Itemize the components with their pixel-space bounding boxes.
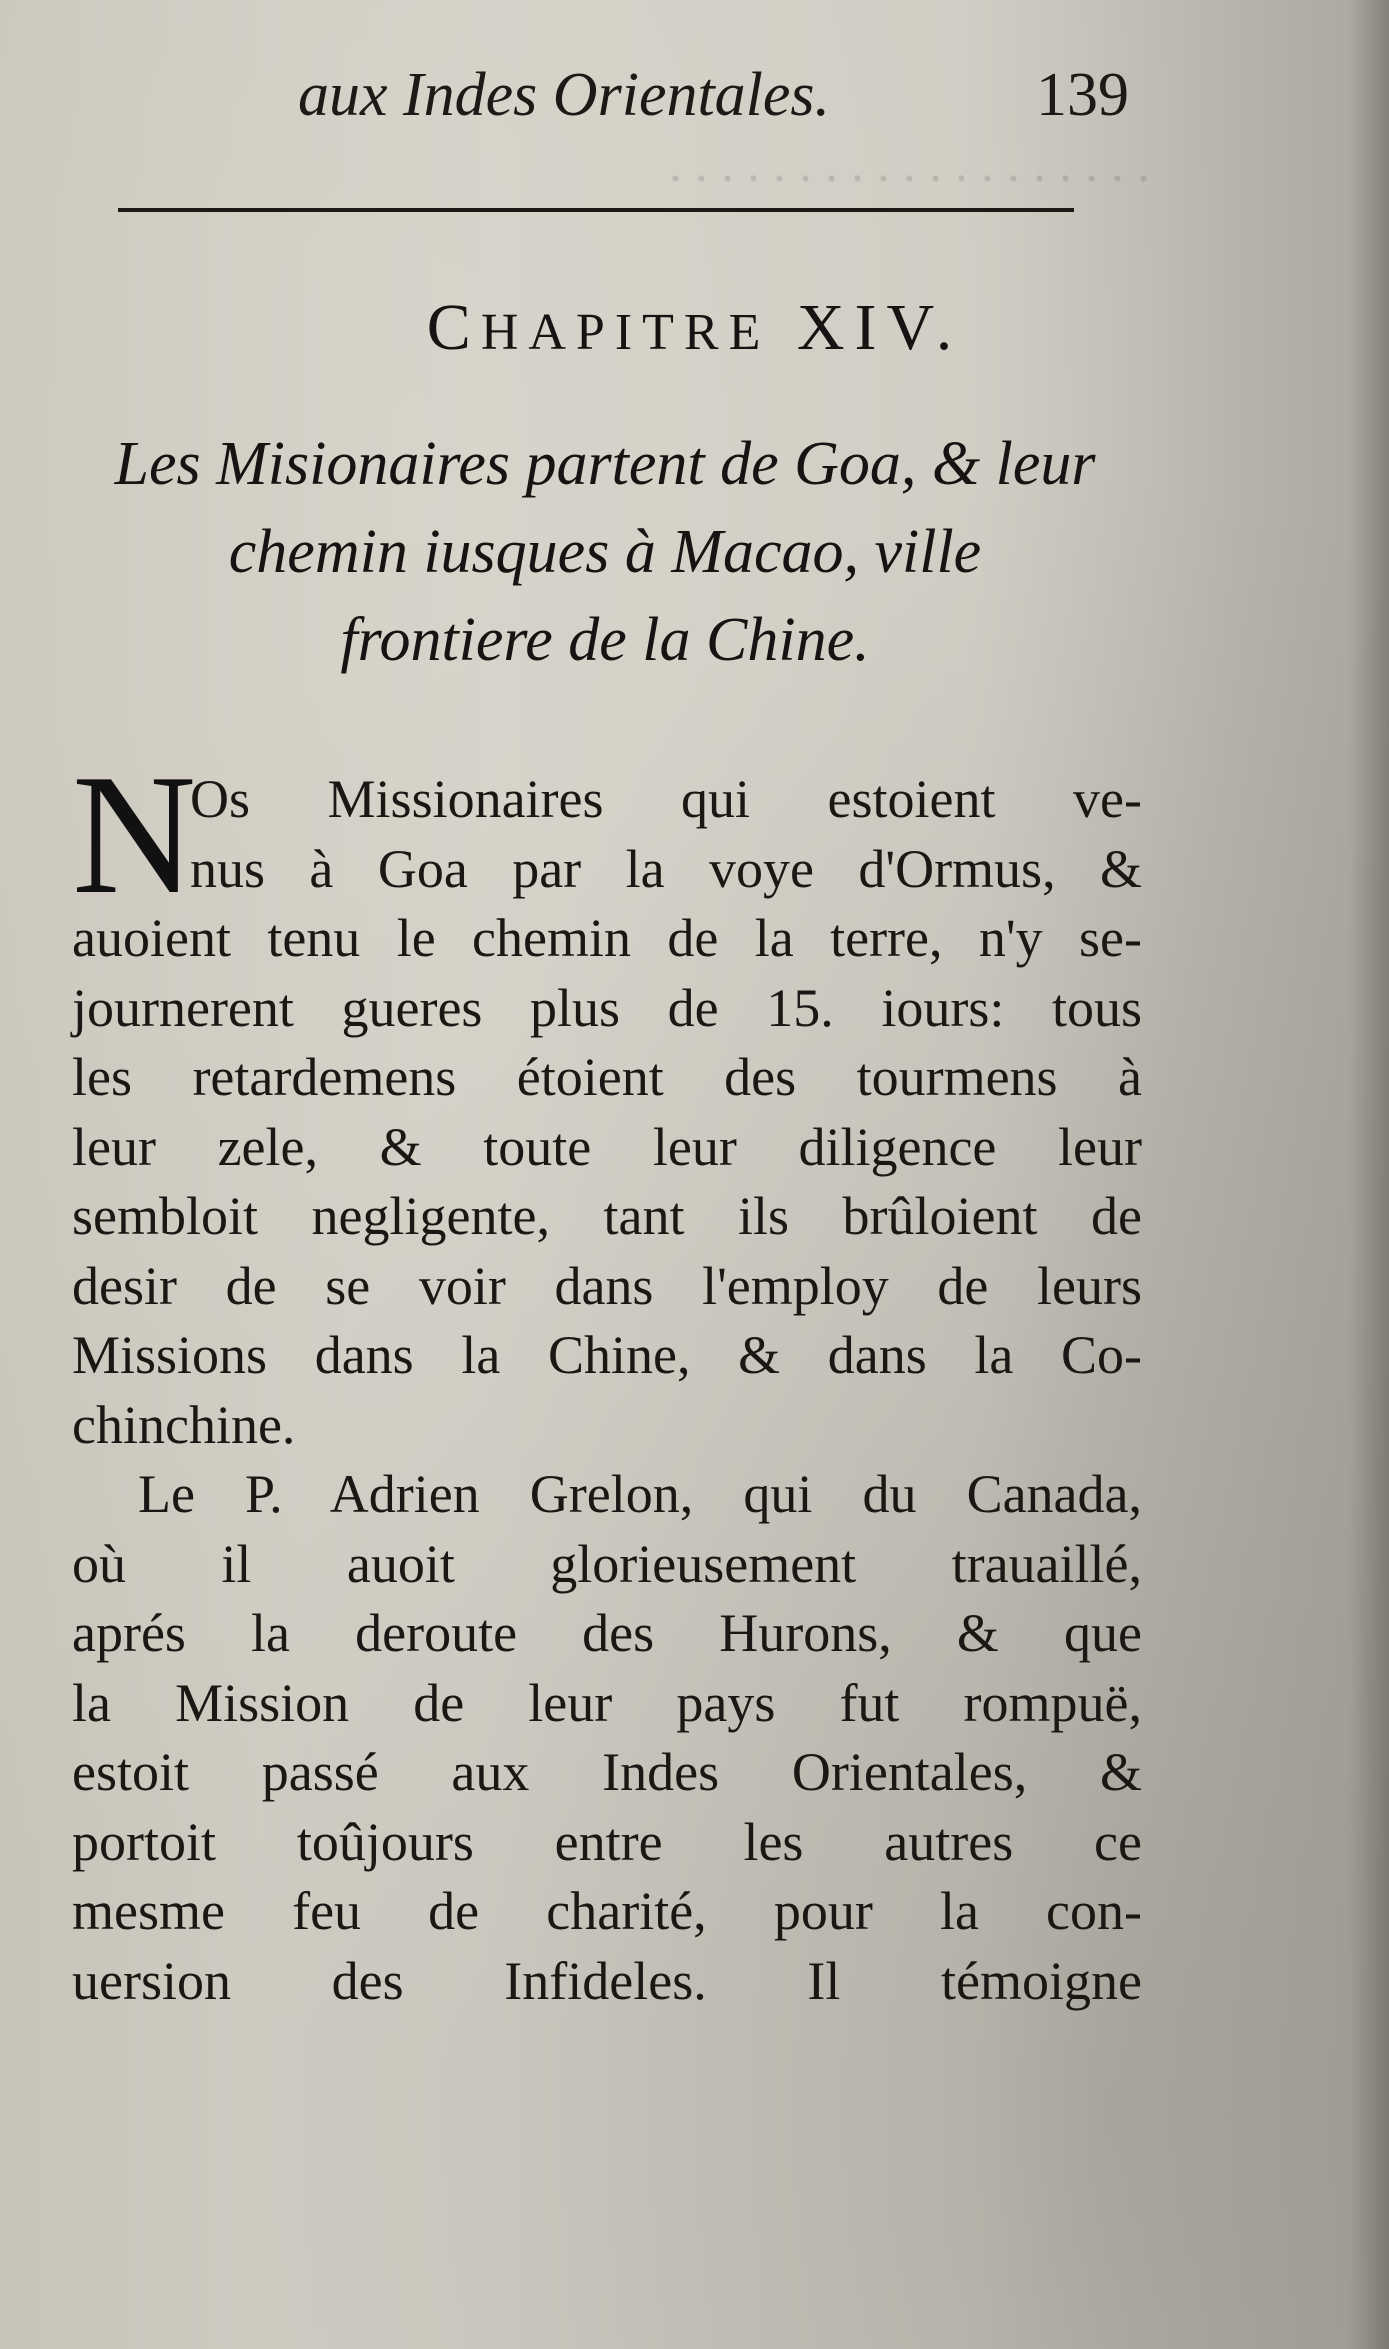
- text-line: journerent gueres plus de 15. iours: tous: [72, 977, 1142, 1038]
- subtitle-line: chemin iusques à Macao, ville: [228, 518, 982, 586]
- text-line: leur zele, & toute leur diligence leur: [72, 1116, 1142, 1177]
- page-header: [0, 60, 1389, 140]
- text-line: mesme feu de charité, pour la con-: [72, 1881, 1142, 1941]
- chapter-subtitle: [70, 420, 1140, 684]
- text-line: la Mission de leur pays fut rompuë,: [72, 1672, 1142, 1733]
- header-rule: [118, 208, 1074, 212]
- running-title: aux Indes Orientales.: [298, 61, 831, 129]
- text-line: Os Missionaires qui estoient ve-: [190, 769, 1142, 829]
- text-line: uersion des Infideles. Il témoigne: [72, 1950, 1142, 2011]
- text-line: Missions dans la Chine, & dans la Co-: [72, 1325, 1142, 1385]
- text-line: aprés la deroute des Hurons, & que: [72, 1603, 1142, 1663]
- body-text: [72, 740, 1142, 2016]
- show-through-line: . . . . . . . . . . . . . . . . . . .: [669, 136, 1150, 193]
- text-line: chinchine.: [72, 1394, 296, 1455]
- chapter-heading-initial: C: [426, 291, 481, 364]
- show-through-text: [70, 130, 1150, 200]
- text-line: sembloit negligente, tant ils brûloient de: [72, 1186, 1142, 1246]
- text-line: nus à Goa par la voye d'Ormus, &: [190, 838, 1142, 899]
- text-line: auoient tenu le chemin de la terre, n'y se-: [72, 908, 1142, 968]
- chapter-heading-word: HAPITRE: [480, 304, 771, 361]
- subtitle-line: frontiere de la Chine.: [340, 606, 870, 674]
- subtitle-line: Les Misionaires partent de Goa, & leur: [114, 430, 1096, 498]
- chapter-heading-numeral: XIV.: [796, 291, 963, 364]
- chapter-heading: [0, 290, 1389, 366]
- page-number: 139: [1036, 61, 1129, 129]
- text-line: desir de se voir dans l'employ de leurs: [72, 1255, 1142, 1316]
- drop-cap: N: [72, 740, 197, 930]
- text-line: estoit passé aux Indes Orientales, &: [72, 1742, 1142, 1802]
- text-line: les retardemens étoient des tourmens à: [72, 1047, 1142, 1107]
- text-line: Le P. Adrien Grelon, qui du Canada,: [138, 1464, 1142, 1524]
- text-line: portoit toûjours entre les autres ce: [72, 1811, 1142, 1872]
- text-line: où il auoit glorieusement trauaillé,: [72, 1533, 1142, 1594]
